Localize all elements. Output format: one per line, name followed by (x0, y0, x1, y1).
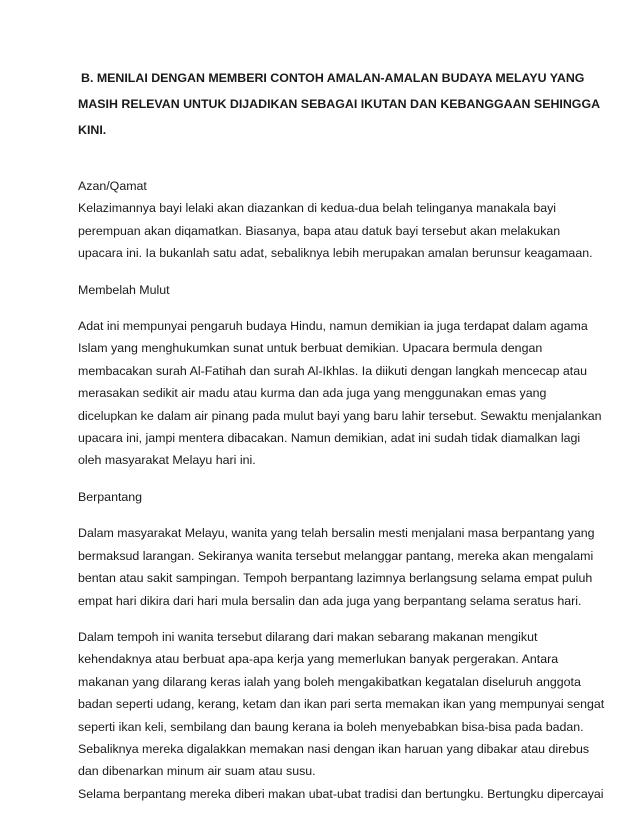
paragraph-line: Dalam tempoh ini wanita tersebut dilarang dari makan sebarang makanan mengikut (78, 629, 538, 644)
paragraph-line: Selama berpantang mereka diberi makan ubat-ubat tradisi dan bertungku. Bertungku dipercayai (78, 786, 604, 801)
subsection-title-membelah-mulut: Membelah Mulut (78, 282, 170, 297)
paragraph-line: merasakan sedikit air madu atau kurma dan ada juga yang menggunakan emas yang (78, 386, 547, 401)
paragraph-line: Sebaliknya mereka digalakkan memakan nasi dengan ikan haruan yang dibakar atau direbus (78, 741, 590, 756)
heading-line: B. MENILAI DENGAN MEMBERI CONTOH AMALAN-AMALAN BUDAYA MELAYU YANG (81, 71, 585, 85)
paragraph-line: empat hari dikira dari hari mula bersalin dan ada juga yang berpantang selama seratus hari. (78, 593, 582, 608)
paragraph-line: kehendaknya atau berbuat apa-apa kerja yang memerlukan banyak pergerakan. Antara (78, 652, 559, 667)
paragraph-line: oleh masyarakat Melayu hari ini. (78, 453, 256, 468)
subsection-title-azan: Azan/Qamat (78, 179, 147, 193)
paragraph-line: Adat ini mempunyai pengaruh budaya Hindu, namun demikian ia juga terdapat dalam agama (78, 319, 588, 334)
heading-line: KINI. (78, 123, 107, 137)
heading-line: MASIH RELEVAN UNTUK DIJADIKAN SEBAGAI IKUTAN DAN KEBANGGAAN SEHINGGA (78, 97, 601, 111)
paragraph-line: seperti ikan keli, sembilang dan baung kerana ia boleh menyebabkan bisa-bisa pada badan. (78, 719, 584, 734)
paragraph-line: bentan atau sakit sampingan. Tempoh berpantang lazimnya berlangsung selama empat puluh (78, 571, 593, 586)
section-heading (78, 65, 601, 143)
paragraph-line: dan dibenarkan minum air suam atau susu. (78, 764, 316, 779)
paragraph-line: upacara ini. Ia bukanlah satu adat, sebaliknya lebih merupakan amalan berunsur keagamaan. (78, 246, 593, 261)
paragraph-line: dicelupkan ke dalam air pinang pada mulut bayi yang baru lahir tersebut. Sewaktu menjalankan (78, 408, 602, 423)
paragraph-line: makanan yang dilarang keras ialah yang boleh mengakibatkan kegatalan diseluruh anggota (78, 674, 581, 689)
paragraph-line: Kelazimannya bayi lelaki akan diazankan di kedua-dua belah telinganya manakala bayi (78, 201, 557, 216)
subsection-title-berpantang: Berpantang (78, 489, 143, 504)
paragraph-line: Dalam masyarakat Melayu, wanita yang telah bersalin mesti menjalani masa berpantang yang (78, 526, 595, 541)
paragraph-line: Islam yang menghukumkan sunat untuk berbuat demikian. Upacara bermula dengan (78, 341, 543, 356)
document-body (78, 175, 605, 805)
paragraph-line: upacara ini, jampi mentera dibacakan. Namun demikian, adat ini sudah tidak diamalkan lagi (78, 431, 581, 446)
paragraph-line: perempuan akan diqamatkan. Biasanya, bapa atau datuk bayi tersebut akan melakukan (78, 223, 561, 238)
paragraph-line: membacakan surah Al-Fatihah dan surah Al-Ikhlas. Ia diikuti dengan langkah mencecap atau (78, 363, 588, 378)
paragraph-line: badan seperti udang, kerang, ketam dan ikan pari serta memakan ikan yang mempunyai sengat (78, 697, 605, 712)
paragraph-line: bermaksud larangan. Sekiranya wanita tersebut melanggar pantang, mereka akan mengalami (78, 548, 594, 563)
